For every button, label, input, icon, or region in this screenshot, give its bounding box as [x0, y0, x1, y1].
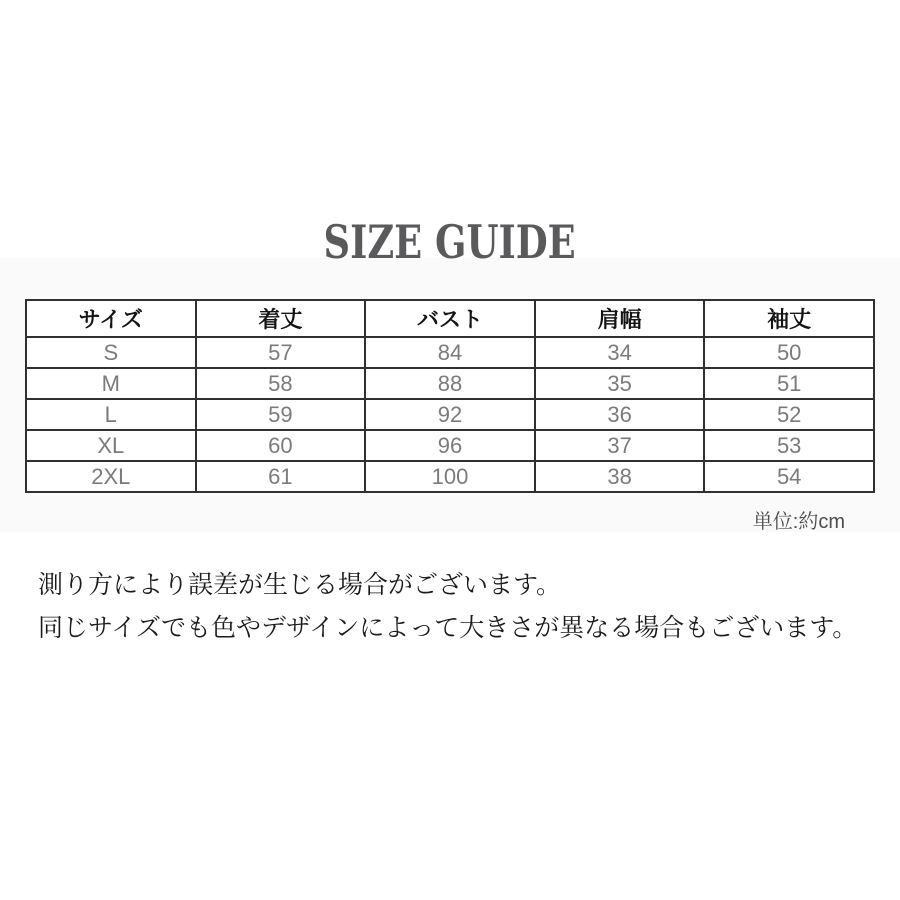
cell-value: 37 — [535, 430, 705, 461]
cell-value: 51 — [704, 368, 874, 399]
cell-value: 60 — [196, 430, 366, 461]
cell-value: 53 — [704, 430, 874, 461]
cell-size: M — [26, 368, 196, 399]
disclaimer-notes — [38, 564, 857, 650]
table-row-m — [26, 368, 874, 399]
cell-value: 34 — [535, 337, 705, 368]
page-title-text: SIZE GUIDE — [323, 215, 577, 269]
cell-value: 38 — [535, 461, 705, 492]
cell-value: 88 — [365, 368, 535, 399]
cell-value: 57 — [196, 337, 366, 368]
column-header-shoulder: 肩幅 — [535, 300, 705, 337]
column-header-size: サイズ — [26, 300, 196, 337]
note-line-2: 同じサイズでも色やデザインによって大きさが異なる場合もございます。 — [38, 614, 858, 642]
table-row-2xl — [26, 461, 874, 492]
cell-size: XL — [26, 430, 196, 461]
table-row-s — [26, 337, 874, 368]
page-title — [0, 215, 900, 269]
cell-value: 50 — [704, 337, 874, 368]
note-line-1: 測り方により誤差が生じる場合がございます。 — [38, 571, 562, 599]
table-row-l — [26, 399, 874, 430]
cell-value: 59 — [196, 399, 366, 430]
cell-value: 58 — [196, 368, 366, 399]
cell-size: S — [26, 337, 196, 368]
cell-size: L — [26, 399, 196, 430]
cell-value: 54 — [704, 461, 874, 492]
cell-value: 36 — [535, 399, 705, 430]
column-header-sleeve: 袖丈 — [704, 300, 874, 337]
cell-value: 96 — [365, 430, 535, 461]
header-row — [26, 300, 874, 337]
cell-value: 84 — [365, 337, 535, 368]
unit-note: 単位:約cm — [752, 511, 845, 533]
cell-value: 35 — [535, 368, 705, 399]
column-header-length: 着丈 — [196, 300, 366, 337]
column-header-bust: バスト — [365, 300, 535, 337]
size-table — [25, 299, 875, 493]
cell-value: 52 — [704, 399, 874, 430]
cell-value: 92 — [365, 399, 535, 430]
cell-size: 2XL — [26, 461, 196, 492]
table-row-xl — [26, 430, 874, 461]
size-table-head — [26, 300, 874, 337]
cell-value: 100 — [365, 461, 535, 492]
cell-value: 61 — [196, 461, 366, 492]
size-table-body — [26, 337, 874, 492]
